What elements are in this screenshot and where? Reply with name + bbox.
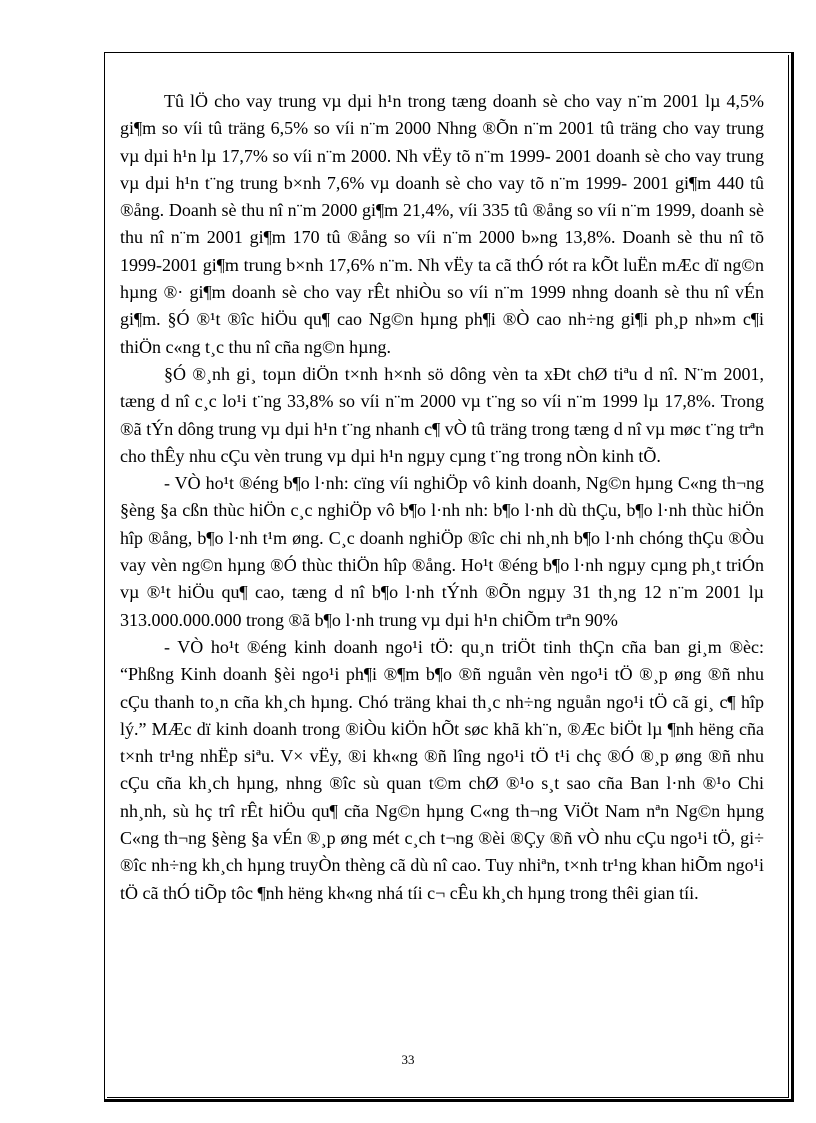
page-number: 33 bbox=[401, 1052, 415, 1067]
body-text bbox=[120, 88, 764, 907]
paragraph-guarantee: - VÒ ho¹t ®éng b¶o l·nh: cïng víi nghiÖp vô kinh doanh, Ng©n hµng C«ng th¬ng §èng §a cßn thùc hiÖn c¸c nghiÖp vô b¶o l·nh nh: b¶o l·nh dù thÇu, b¶o l·nh thùc hiÖn hîp ®ång, b¶o l·nh t¹m øng. C¸c doanh nghiÖp ®îc chi nh¸nh b¶o l·nh chóng thÇu ®Òu vay vèn ng©n hµng ®Ó thùc thiÖn hîp ®ång. Ho¹t ®éng b¶o l·nh ngµy cµng ph¸t triÓn vµ ®¹t hiÖu qu¶ cao, tæng d nî b¶o l·nh tÝnh ®Õn ngµy 31 th¸ng 12 n¨m 2001 lµ 313.000.000.000 trong ®ã b¶o l·nh trung vµ dµi h¹n chiÕm trªn 90% bbox=[120, 473, 764, 630]
paragraph-outstanding-debt: §Ó ®¸nh gi¸ toµn diÖn t×nh h×nh sö dông vèn ta xÐt chØ tiªu d nî. N¨m 2001, tæng d nî c¸c lo¹i t¨ng 33,8% so víi n¨m 2000 vµ t¨ng so víi n¨m 1999 lµ 17,8%. Trong ®ã tÝn dông trung vµ dµi h¹n t¨ng nhanh c¶ vÒ tû träng trong tæng d nî vµ møc t¨ng trªn cho thÊy nhu cÇu vèn trung vµ dµi h¹n ngµy cµng t¨ng trong nÒn kinh tÕ. bbox=[120, 363, 764, 466]
paragraph-loan-share: Tû lÖ cho vay trung vµ dµi h¹n trong tæng doanh sè cho vay n¨m 2001 lµ 4,5% gi¶m so víi tû träng 6,5% so víi n¨m 2000 Nhng ®Õn n¨m 2001 tû träng cho vay trung vµ dµi h¹n lµ 17,7% so víi n¨m 2000. Nh vËy tõ n¨m 1999- 2001 doanh sè cho vay trung vµ dµi h¹n t¨ng trung b×nh 7,6% vµ doanh sè cho vay tõ n¨m 1999- 2001 gi¶m 440 tû ®ång. Doanh sè thu nî n¨m 2000 gi¶m 21,4%, víi 335 tû ®ång so víi n¨m 1999, doanh sè thu nî n¨m 2001 gi¶m 170 tû ®ång so víi n¨m 2000 b»ng 13,8%. Doanh sè thu nî tõ 1999-2001 gi¶m trung b×nh 17,6% n¨m. Nh vËy ta cã thÓ rót ra kÕt luËn mÆc dï ng©n hµng ®· gi¶m doanh sè cho vay rÊt nhiÒu so víi n¨m 1999 nhng doanh sè thu nî vÉn gi¶m. §Ó ®¹t ®îc hiÖu qu¶ cao Ng©n hµng ph¶i ®Ò cao nh÷ng gi¶i ph¸p nh»m c¶i thiÖn c«ng t¸c thu nî cña ng©n hµng. bbox=[120, 91, 764, 357]
paragraph-foreign-currency: - VÒ ho¹t ®éng kinh doanh ngo¹i tÖ: qu¸n triÖt tinh thÇn cña ban gi¸m ®èc: “Phßng Kinh doanh §èi ngo¹i ph¶i ®¶m b¶o ®ñ nguån vèn ngo¹i tÖ ®¸p øng ®ñ nhu cÇu thanh to¸n cña kh¸ch hµng. Chó träng khai th¸c nh÷ng nguån ngo¹i tÖ cã gi¸ c¶ hîp lý.” MÆc dï kinh doanh trong ®iÒu kiÖn hÕt søc khã kh¨n, ®Æc biÖt lµ ¶nh hëng cña t×nh tr¹ng nhËp siªu. V× vËy, ®i kh«ng ®ñ lîng ngo¹i tÖ t¹i chç ®Ó ®¸p øng ®ñ nhu cÇu cña kh¸ch hµng, nhng ®îc sù quan t©m chØ ®¹o s¸t sao cña Ban l·nh ®¹o Chi nh¸nh, sù hç trî rÊt hiÖu qu¶ cña Ng©n hµng C«ng th¬ng ViÖt Nam nªn Ng©n hµng C«ng th¬ng §èng §a vÉn ®¸p øng mét c¸ch t¬ng ®èi ®Çy ®ñ vÒ nhu cÇu ngo¹i tÖ, gi÷ ®îc nh÷ng kh¸ch hµng truyÒn thèng cã dù nî cao. Tuy nhiªn, t×nh tr¹ng khan hiÕm ngo¹i tÖ cã thÓ tiÕp tôc ¶nh hëng kh«ng nhá tíi c¬ cÊu kh¸ch hµng trong thêi gian tíi. bbox=[120, 636, 764, 903]
